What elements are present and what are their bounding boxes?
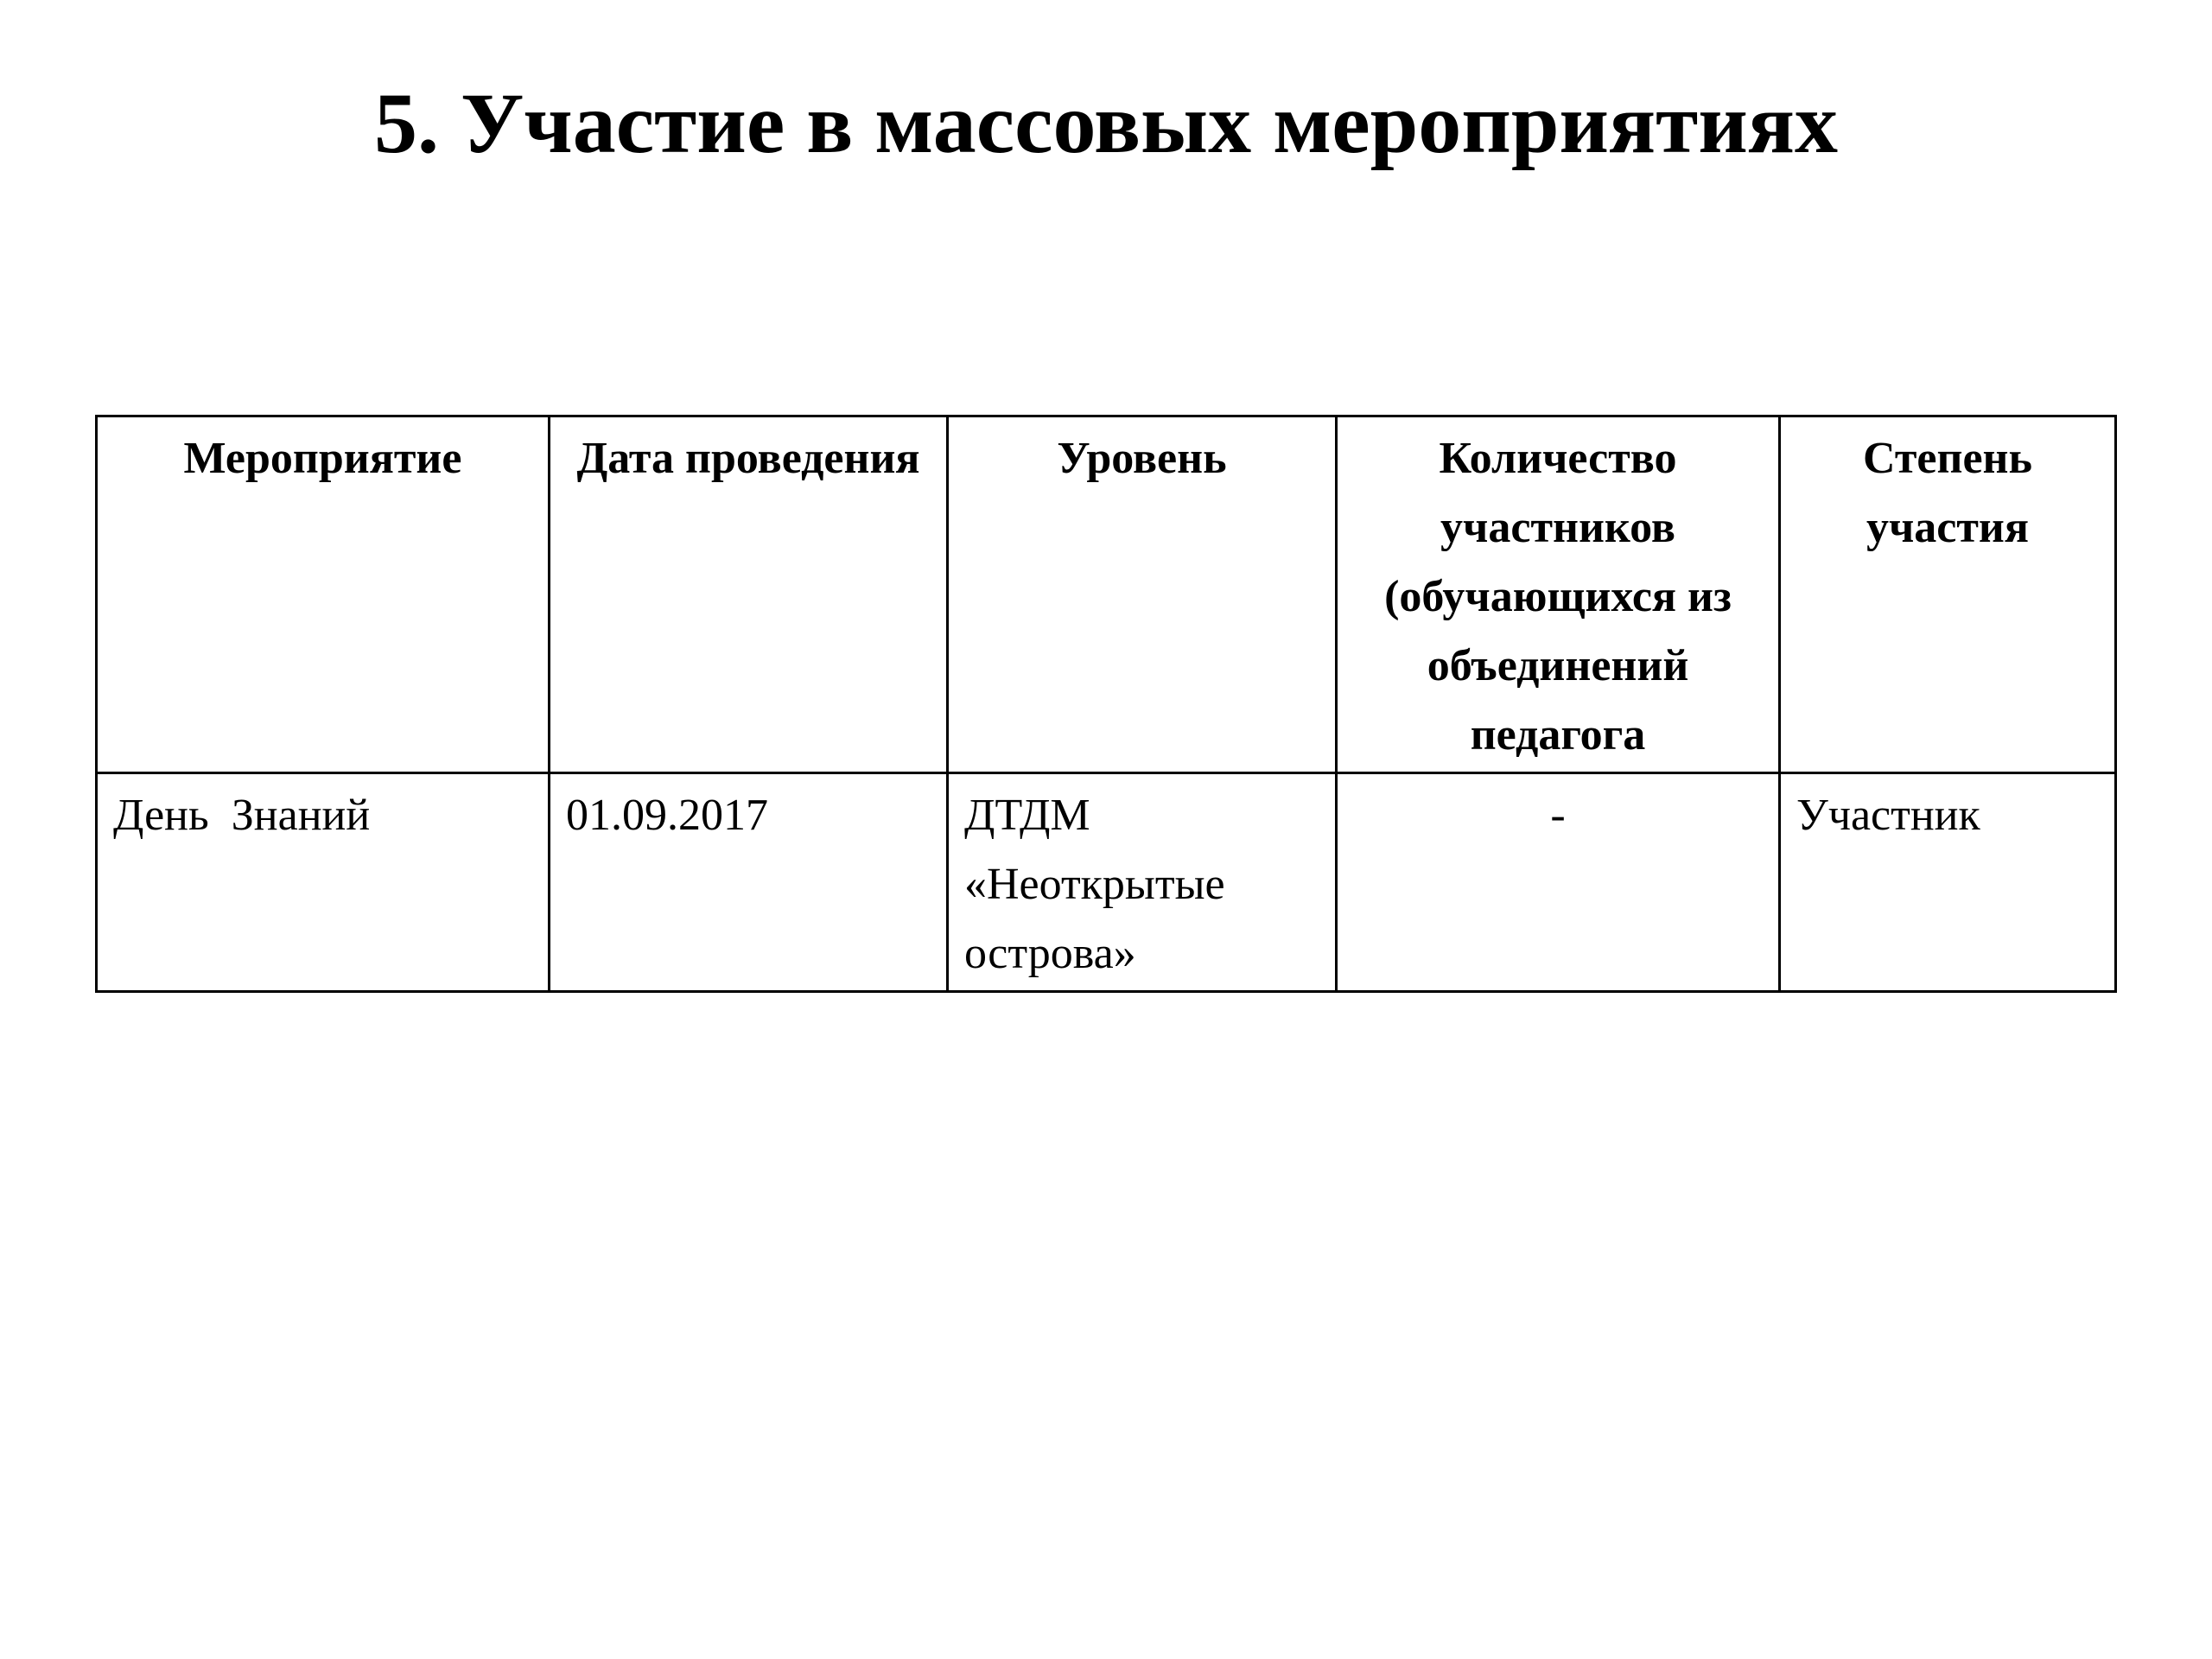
page-title: 5. Участие в массовых мероприятиях [374, 75, 1838, 171]
cell-event: День Знаний [97, 773, 550, 992]
header-event: Мероприятие [97, 416, 550, 773]
cell-date: 01.09.2017 [550, 773, 948, 992]
header-participation-degree: Степень участия [1780, 416, 2116, 773]
cell-participants-count: - [1337, 773, 1780, 992]
table-header-row [97, 416, 2116, 773]
events-table [95, 415, 2117, 993]
cell-participation-degree: Участник [1780, 773, 2116, 992]
cell-level: ДТДМ «Неоткрытые острова» [948, 773, 1337, 992]
header-level: Уровень [948, 416, 1337, 773]
header-participants-count: Количество участников (обучающихся из объединений педагога [1337, 416, 1780, 773]
header-date: Дата проведения [550, 416, 948, 773]
table-row [97, 773, 2116, 992]
